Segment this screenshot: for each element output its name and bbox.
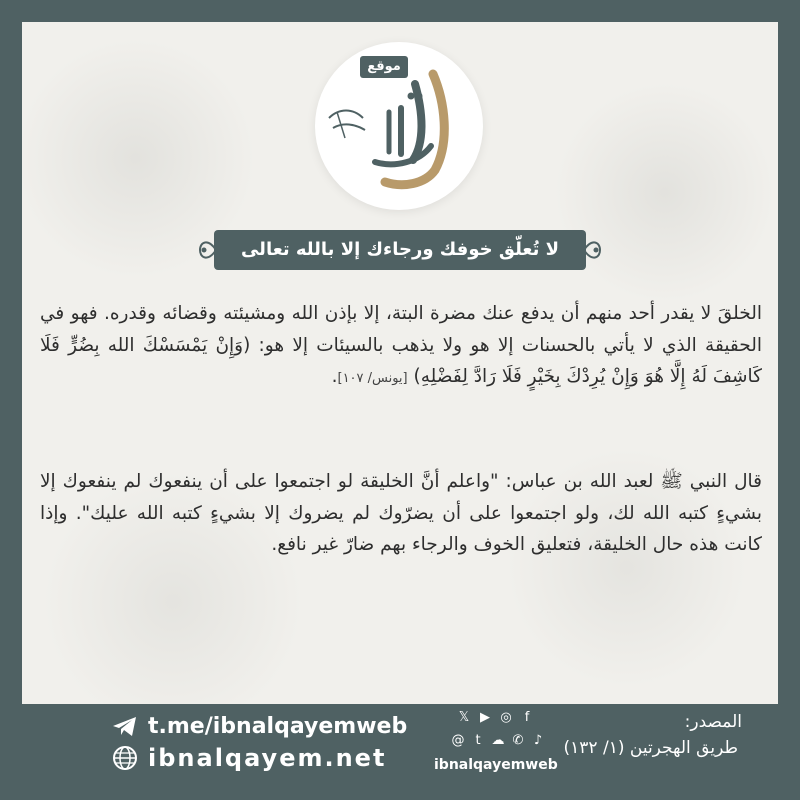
page-title: لا تُعلّق خوفك ورجاءك إلا بالله تعالى: [214, 230, 586, 270]
youtube-icon[interactable]: ▶: [480, 709, 490, 725]
social-handle: ibnalqayemweb: [434, 757, 558, 773]
facebook-icon[interactable]: f: [524, 709, 530, 725]
social-row-2: [450, 732, 546, 748]
paragraph-1: [40, 298, 762, 395]
telegram-icon: [112, 716, 138, 738]
x-icon[interactable]: 𝕏: [458, 709, 470, 725]
social-row-1: [456, 709, 535, 725]
website-text: ibnalqayem.net: [148, 744, 387, 772]
quran-reference: [يونس/ ١٠٧]: [337, 371, 408, 386]
soundcloud-icon[interactable]: ☁: [491, 732, 505, 748]
footer: [0, 704, 800, 800]
logo-tag: موقع: [360, 56, 408, 78]
whatsapp-icon[interactable]: ✆: [512, 732, 524, 748]
instagram-icon[interactable]: ◎: [500, 709, 512, 725]
paragraph-1-text: الخلقَ لا يقدر أحد منهم أن يدفع عنك مضرة البتة، إلا بإذن الله ومشيئته وقضائه وقدره. فهو في الحقيقة الذي لا يأتي بالحسنات إلا هو ولا يذهب بالسيئات إلا هو: (وَإِنْ يَمْسَسْكَ الله بِضُرٍّ فَلَا كَاشِفَ لَهُ إِلَّا هُوَ وَإِنْ يُرِدْكَ بِخَيْرٍ فَلَا رَادَّ لِفَضْلِهِ): [40, 303, 762, 387]
source-label: المصدر:: [684, 712, 742, 732]
threads-icon[interactable]: @: [451, 732, 465, 748]
tumblr-icon[interactable]: t: [475, 732, 481, 748]
paragraph-1-end: .: [331, 366, 338, 387]
website-link[interactable]: [112, 744, 386, 772]
tiktok-icon[interactable]: ♪: [533, 732, 543, 748]
telegram-link[interactable]: [112, 714, 407, 739]
ornament-right-icon: [582, 234, 604, 266]
globe-icon: [112, 745, 138, 771]
paragraph-2: قال النبي ﷺ لعبد الله بن عباس: "واعلم أنَّ الخليقة لو اجتمعوا على أن ينفعوك لم ينفعوك إلا بشيءٍ كتبه الله لك، ولو اجتمعوا على أن يضرّوك لم يضروك إلا بشيءٍ كتبه الله عليك". وإذا كانت هذه حال الخليقة، فتعليق الخوف والرجاء بهم ضارّ غير نافع.: [40, 471, 762, 555]
source-text: طريق الهجرتين (١/ ١٣٢): [563, 738, 738, 758]
telegram-text: t.me/ibnalqayemweb: [148, 714, 408, 739]
